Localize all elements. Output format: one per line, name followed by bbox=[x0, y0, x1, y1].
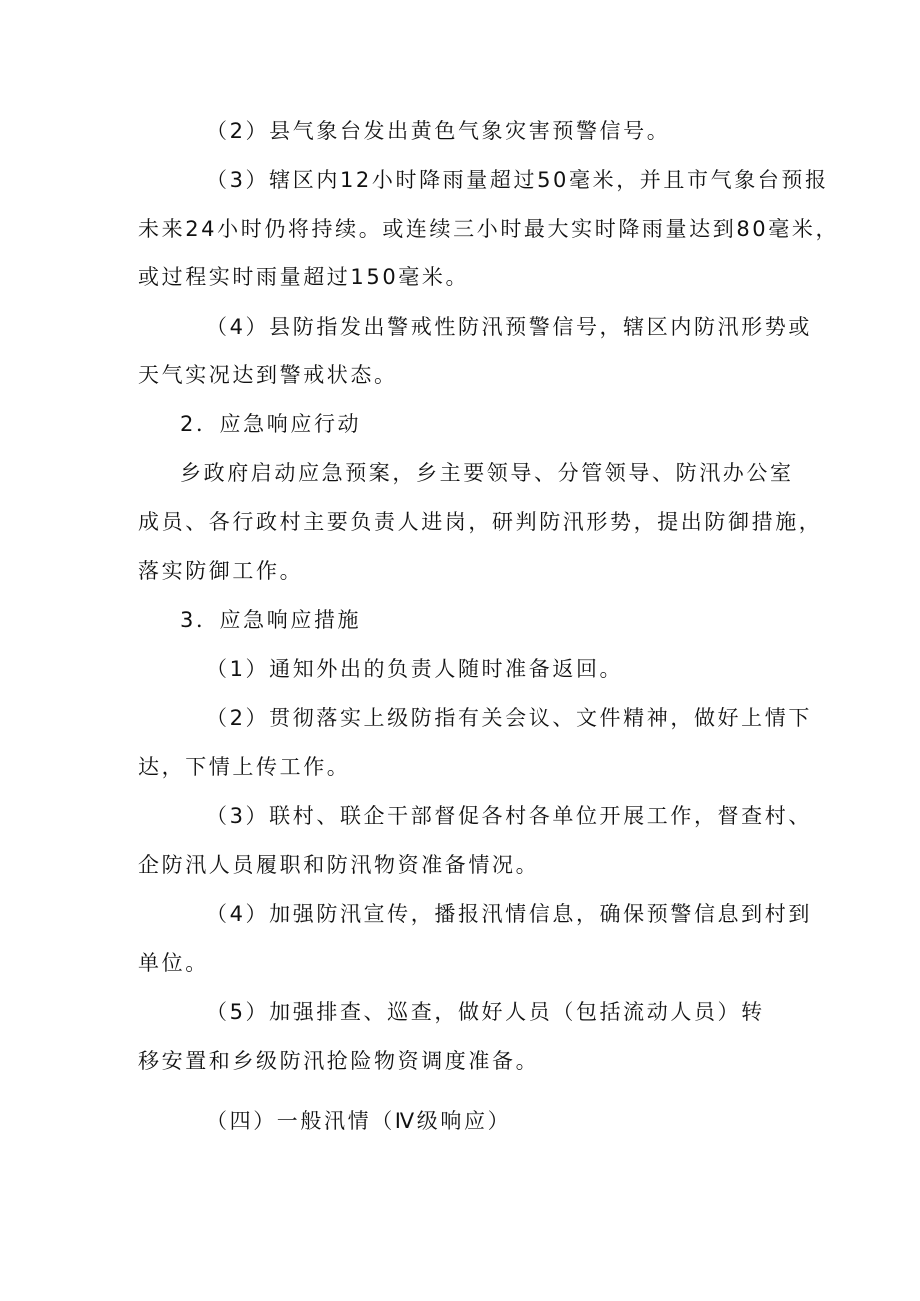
paragraph-line: 或过程实时雨量超过150毫米。 bbox=[138, 265, 470, 289]
paragraph-line: （3）辖区内12小时降雨量超过50毫米，并且市气象台预报 bbox=[206, 168, 829, 192]
paragraph-line: 落实防御工作。 bbox=[138, 559, 304, 583]
paragraph-line: 成员、各行政村主要负责人进岗，研判防汛形势，提出防御措施， bbox=[138, 510, 823, 534]
paragraph-line: 乡政府启动应急预案，乡主要领导、分管领导、防汛办公室 bbox=[180, 461, 794, 485]
paragraph-line: 天气实况达到警戒状态。 bbox=[138, 363, 398, 387]
paragraph-line: 未来24小时仍将持续。或连续三小时最大实时降雨量达到80毫米， bbox=[138, 217, 840, 241]
paragraph-line: （2）县气象台发出黄色气象灾害预警信号。 bbox=[206, 119, 671, 143]
paragraph-line: （3）联村、联企干部督促各村各单位开展工作，督查村、 bbox=[206, 804, 812, 828]
section-heading: （四）一般汛情（Ⅳ级响应） bbox=[206, 1109, 512, 1133]
section-heading: 3．应急响应措施 bbox=[180, 608, 362, 632]
paragraph-line: （4）加强防汛宣传，播报汛情信息，确保预警信息到村到 bbox=[206, 902, 812, 926]
paragraph-line: 单位。 bbox=[138, 951, 209, 975]
paragraph-line: （5）加强排查、巡查，做好人员（包括流动人员）转 bbox=[206, 1000, 765, 1024]
paragraph-line: （1）通知外出的负责人随时准备返回。 bbox=[206, 657, 624, 681]
paragraph-line: （2）贯彻落实上级防指有关会议、文件精神，做好上情下 bbox=[206, 706, 812, 730]
paragraph-line: 移安置和乡级防汛抢险物资调度准备。 bbox=[138, 1049, 540, 1073]
paragraph-line: （4）县防指发出警戒性防汛预警信号，辖区内防汛形势或 bbox=[206, 315, 812, 339]
section-heading: 2．应急响应行动 bbox=[180, 412, 362, 436]
paragraph-line: 达，下情上传工作。 bbox=[138, 755, 351, 779]
paragraph-line: 企防汛人员履职和防汛物资准备情况。 bbox=[138, 853, 540, 877]
